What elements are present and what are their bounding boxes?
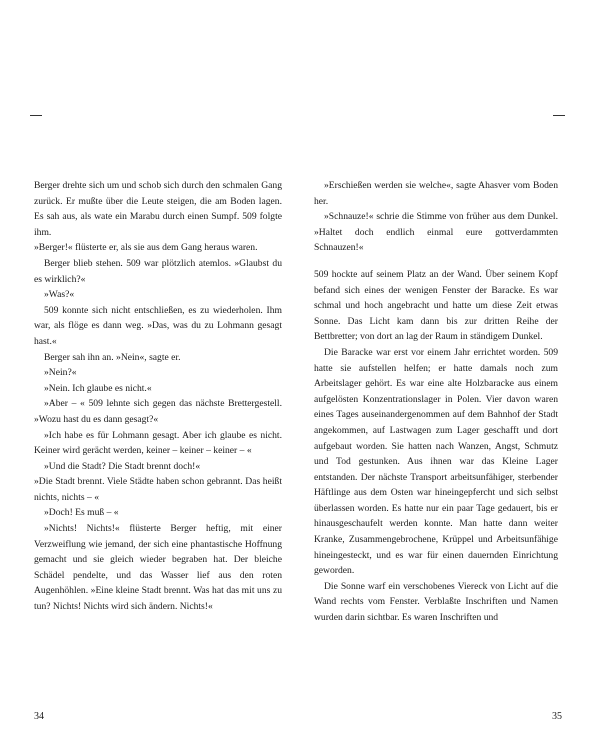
top-rule-mark [553,115,565,116]
paragraph: Berger sah ihn an. »Nein«, sagte er. [44,351,181,363]
paragraph: Berger drehte sich um und schob sich durch den schmalen Gang zurück. Er mußte über die Leute steigen, die am Boden lagen. Es sah aus, als wate ein Marabu durch einen Sumpf. 509 folgte ihm. [34,180,282,238]
paragraph: »Ich habe es für Lohmann gesagt. Aber ich glaube es nicht. Keiner wird gerächt werden, keiner – keiner – keiner – « [34,429,282,457]
paragraph: »Nein. Ich glaube es nicht.« [44,382,152,394]
paragraph: 509 hockte auf seinem Platz an der Wand. Über seinem Kopf befand sich eines der wenigen Fenster der Baracke. Es war schmal und hoch angebracht und hatte um diese Zeit etwas Sonne. Das Licht kam dann bis zur dritten Reihe der Bettbretter; von dort an lag der Raum in ständigem Dunkel. [314,268,558,343]
paragraph: »Berger!« flüsterte er, als sie aus dem Gang heraus waren. [34,242,258,254]
paragraph: 509 konnte sich nicht entschließen, es zu wiederholen. Ihm war, als flöge es dann weg. »Das, was du zu Lohmann gesagt hast.« [34,304,282,347]
paragraph: »Die Stadt brennt. Viele Städte haben schon gebrannt. Das heißt nichts, nichts – « [34,476,282,503]
page-number: 34 [34,711,44,722]
paragraph: Berger blieb stehen. 509 war plötzlich atemlos. »Glaubst du es wirklich?« [34,257,282,285]
right-page [300,0,600,750]
paragraph: »Doch! Es muß – « [44,507,119,519]
paragraph: »Nichts! Nichts!« flüsterte Berger heftig, mit einer Verzweiflung wie jemand, der sich eine phantastische Hoffnung gemacht und sie gleich wieder begraben hat. Der bleiche Schädel pendelte, und das Wasser lief aus den roten Augenhöhlen. »Eine kleine Stadt brennt. Was hat das mit uns zu tun? Nichts! Nichts wird sich ändern. Nichts!« [34,523,282,613]
paragraph: »Nein?« [44,367,77,379]
paragraph: »Erschießen werden sie welche«, sagte Ahasver vom Boden her. [314,180,558,207]
right-text-column [314,178,558,626]
paragraph: »Aber – « 509 lehnte sich gegen das nächste Brettergestell. »Wozu hast du es dann gesagt?« [34,398,282,425]
top-rule-mark [30,115,42,116]
paragraph: »Und die Stadt? Die Stadt brennt doch!« [44,460,201,472]
left-text-column [34,178,282,615]
paragraph: »Was?« [44,289,75,301]
paragraph: Die Baracke war erst vor einem Jahr errichtet worden. 509 hatte sie aufstellen helfen; er hatte damals noch zum Arbeitslager gehört. Es war eine alte Holzbaracke aus einem aufgelösten Konzentrationslager in Polen. Vier davon waren eines Tages auseinandergenommen auf dem Bahnhof der Stadt angekommen, auf Lastwagen zum Lager geschafft und dort aufgebaut worden. Sie hatten nach Wanzen, Angst, Schmutz und Tod gestunken. Aus ihnen war das Kleine Lager entstanden. Der nächste Transport arbeitsunfähiger, sterbender Häftlinge aus dem Osten war hineingepfercht und sich selbst überlassen worden. Es hatte nur ein paar Tage gedauert, bis er hinausgeschaufelt werden konnte. Man hatte dann weiter Kranke, Zusammengebrochene, Krüppel und Arbeitsunfähige hineingesteckt, und es war für einen dauernden Einrichtung geworden. [314,346,558,577]
paragraph: Die Sonne warf ein verschobenes Viereck von Licht auf die Wand rechts vom Fenster. Verblaßte Inschriften und Namen wurden darin sichtbar. Es waren Inschriften und [314,580,558,624]
paragraph: »Schnauze!« schrie die Stimme von früher aus dem Dunkel. »Haltet doch endlich einmal eure gottverdammten Schnauzen!« [314,211,558,254]
page-number: 35 [552,711,562,722]
